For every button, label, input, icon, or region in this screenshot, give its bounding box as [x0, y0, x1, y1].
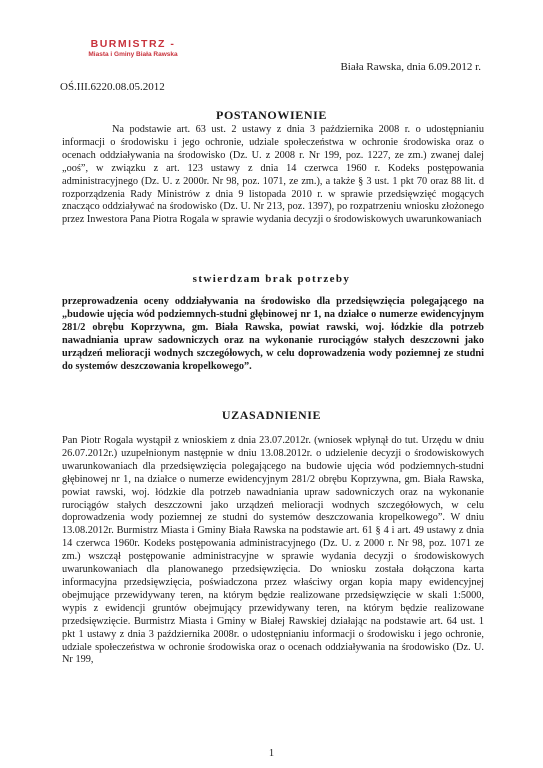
page-number: 1 — [268, 748, 275, 759]
case-signature: OŚ.III.6220.08.05.2012 — [60, 81, 165, 93]
intro-paragraph — [62, 124, 484, 227]
reasoning-title: UZASADNIENIE — [221, 408, 322, 422]
decision-paragraph: przeprowadzenia oceny oddziaływania na środowisko dla przedsięwzięcia polegającego na „budowie ujęcia wód podziemnych-studni głębinowej nr 1, na działce o numerze ewidencyjnym 281/2 obrębu Koprzywna, gm. Biała Rawska, powiat rawski, woj. łódzkie dla potrzeb nawadniania upraw sadowniczych oraz na wykonanie rurociągów stałych deszczowni jako urządzeń melioracji wodnych szczegółowych, w celu doprowadzenia wody poziemnej ze studni do systemów deszczowania kropelkowego”. — [62, 296, 484, 372]
office-stamp — [58, 38, 208, 58]
document-title: POSTANOWIENIE — [216, 108, 327, 122]
intro-text: Na podstawie art. 63 ust. 2 ustawy z dnia 3 października 2008 r. o udostępnianiu informacji o środowisku i jego ochronie, udziale społeczeństwa w ochronie środowiska oraz o ocenach oddziaływania na środowisko (Dz. U. z 2008 r. Nr 199, poz. 1227, ze zm.) zwanej dalej „ooś”, w związku z art. 123 ustawy z dnia 14 czerwca 1960 r. Kodeks postępowania administracyjnego (Dz. U. z 2000r. Nr 98, poz. 1071, ze zm.), a także § 3 ust. 1 pkt 70 oraz 88 lit. d rozporządzenia Rady Ministrów z dnia 9 listopada 2010 r. w sprawie przedsięwzięć mogących znacząco oddziaływać na środowisko (Dz. U. Nr 213, poz. 1397), po rozpatrzeniu wniosku złożonego przez Inwestora Pana Piotra Rogala w sprawie wydania decyzji o środowiskowych uwarunkowaniach — [62, 124, 484, 226]
date-place: Biała Rawska, dnia 6.09.2012 r. — [340, 61, 481, 73]
reasoning-paragraph: Pan Piotr Rogala wystąpił z wnioskiem z dnia 23.07.2012r. (wniosek wpłynął do tut. Urzędu w dniu 26.07.2012r.) uzupełnionym następnie w dniu 13.08.2012r. o udzielenie decyzji o środowiskowych uwarunkowaniach dla przedsięwzięcia polegającego na budowie ujęcia wód podziemnych-studni głębinowej nr 1, na działce o numerze ewidencyjnym 281/2 obrębu Koprzywna, gm. Biała Rawska, powiat rawski, woj. łódzkie dla potrzeb nawadniania upraw sadowniczych oraz na wykonanie rurociągów stałych deszczowni jako urządzeń melioracji wodnych szczegółowych, w celu doprowadzenia wody poziemnej ze studni do systemów deszczowania kropelkowego”. W dniu 13.08.2012r. Burmistrz Miasta i Gminy Biała Rawska na podstawie art. 61 § 4 i art. 49 ustawy z dnia 14 czerwca 1960r. Kodeks postępowania administracyjnego (Dz. U. z 2000 r. Nr 98, poz. 1071 ze zm.) wszczął postępowanie administracyjne w sprawie wydania decyzji o środowiskowych uwarunkowaniach dla planowanego przedsięwzięcia. Do wniosku została dołączona karta informacyjna przedsięwzięcia, poświadczona przez właściwy organ kopia mapy ewidencyjnej obejmujące przewidywany teren, na którym będzie realizowane przedsięwzięcie w skali 1:5000, wypis z ewidencji gruntów obejmujący przewidywany teren, na którym będzie realizowane przedsięwzięcie. Burmistrz Miasta i Gminy w Białej Rawskiej działając na podstawie art. 64 ust. 1 pkt 1 ustawy z dnia 3 października 2008r. o udostępnianiu informacji o środowisku i jego ochronie, udziale społeczeństwa w ochronie środowiska oraz o ocenach oddziaływania na środowisko (Dz. U. Nr 199, — [62, 435, 484, 666]
decision-heading: stwierdzam brak potrzeby — [192, 273, 351, 285]
stamp-title: BURMISTRZ - — [90, 38, 176, 50]
stamp-subtitle: Miasta i Gminy Biała Rawska — [88, 51, 178, 58]
